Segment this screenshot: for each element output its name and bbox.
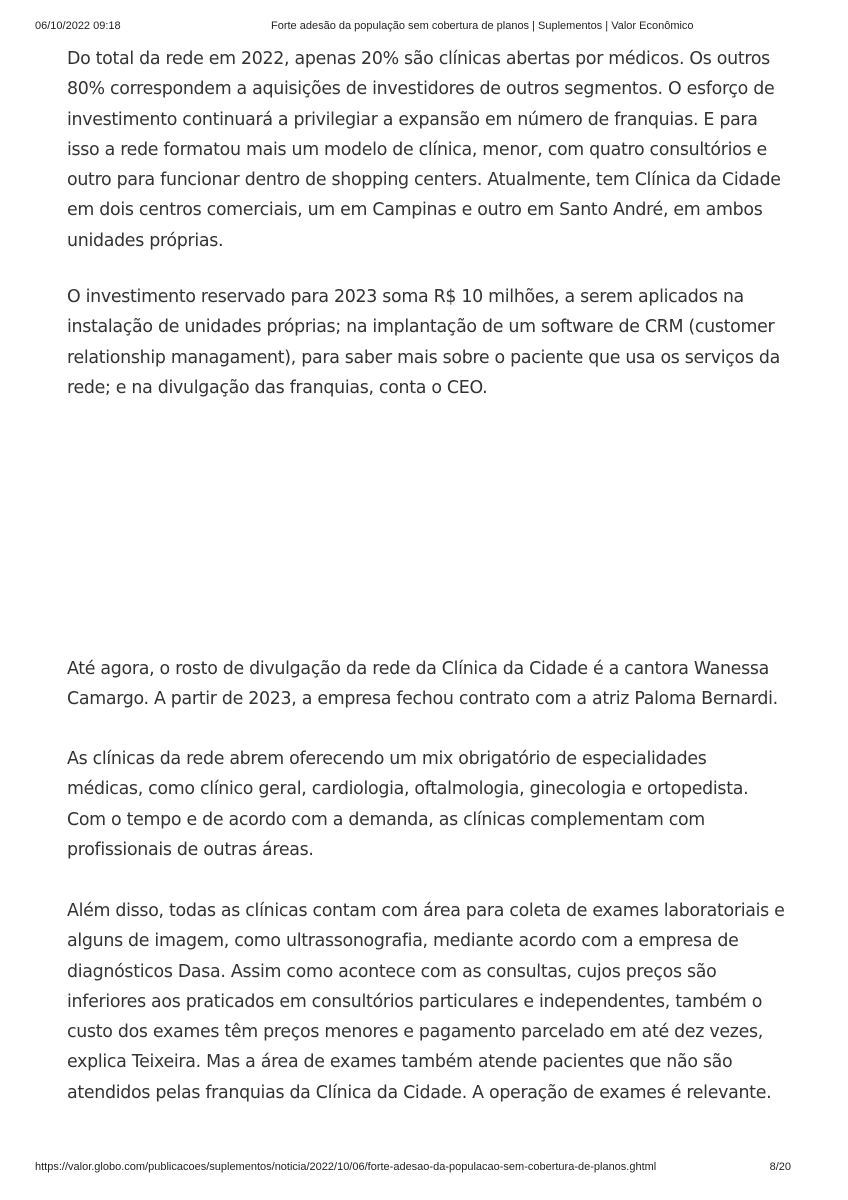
- paragraph: [67, 282, 783, 403]
- paragraph: [67, 896, 783, 1108]
- text-line: Além disso, todas as clínicas contam com área para coleta de exames laboratoriais e: [67, 901, 785, 921]
- paragraph: [67, 44, 783, 256]
- print-page-title: Forte adesão da população sem cobertura de planos | Suplementos | Valor Econômico: [271, 20, 694, 32]
- article-paragraph-4: [67, 744, 783, 865]
- text-line: alguns de imagem, como ultrassonografia, mediante acordo com a empresa de: [67, 931, 739, 952]
- text-line: explica Teixeira. Mas a área de exames também atende pacientes que não são: [67, 1052, 733, 1073]
- article-paragraph-2: [67, 282, 783, 403]
- text-line: unidades próprias.: [67, 230, 224, 251]
- text-line: Camargo. A partir de 2023, a empresa fechou contrato com a atriz Paloma Bernardi.: [67, 689, 778, 710]
- paragraph: [67, 744, 783, 865]
- text-line: rede; e na divulgação das franquias, conta o CEO.: [67, 377, 488, 398]
- text-line: instalação de unidades próprias; na implantação de um software de CRM (customer: [67, 317, 775, 338]
- text-line: atendidos pelas franquias da Clínica da Cidade. A operação de exames é relevante.: [67, 1082, 772, 1103]
- text-line: outro para funcionar dentro de shopping centers. Atualmente, tem Clínica da Cidade: [67, 170, 781, 191]
- text-line: isso a rede formatou mais um modelo de clínica, menor, com quatro consultórios e: [67, 139, 767, 160]
- text-line: Até agora, o rosto de divulgação da rede da Clínica da Cidade é a cantora Wanessa: [67, 659, 769, 679]
- print-footer: [35, 1161, 813, 1177]
- text-line: em dois centros comerciais, um em Campinas e outro em Santo André, em ambos: [67, 200, 763, 221]
- text-line: Com o tempo e de acordo com a demanda, as clínicas complementam com: [67, 809, 705, 830]
- article-paragraph-5: [67, 896, 783, 1108]
- text-line: 80% correspondem a aquisições de investidores de outros segmentos. O esforço de: [67, 79, 775, 100]
- text-line: custo dos exames têm preços menores e pagamento parcelado em até dez vezes,: [67, 1022, 763, 1043]
- text-line: inferiores aos praticados em consultórios particulares e independentes, também o: [67, 991, 763, 1012]
- text-line: relationship managament), para saber mais sobre o paciente que usa os serviços da: [67, 347, 780, 368]
- text-line: investimento continuará a privilegiar a expansão em número de franquias. E para: [67, 109, 758, 130]
- article-paragraph-1: [67, 44, 783, 256]
- text-line: diagnósticos Dasa. Assim como acontece com as consultas, cujos preços são: [67, 961, 717, 982]
- paragraph: [67, 654, 783, 715]
- text-line: médicas, como clínico geral, cardiologia, oftalmologia, ginecologia e ortopedista.: [67, 779, 749, 800]
- article-paragraph-3: [67, 654, 783, 715]
- text-line: O investimento reservado para 2023 soma R$ 10 milhões, a serem aplicados na: [67, 287, 744, 307]
- print-page-url: https://valor.globo.com/publicacoes/suplementos/noticia/2022/10/06/forte-adesao-da-populacao-sem-cobertura-de-planos.ghtml: [35, 1161, 657, 1173]
- print-header: [35, 20, 813, 36]
- text-line: profissionais de outras áreas.: [67, 839, 314, 860]
- page-number: 8/20: [769, 1161, 791, 1173]
- print-datetime: 06/10/2022 09:18: [35, 20, 121, 32]
- text-line: As clínicas da rede abrem oferecendo um mix obrigatório de especialidades: [67, 749, 707, 769]
- text-line: Do total da rede em 2022, apenas 20% são clínicas abertas por médicos. Os outros: [67, 49, 770, 69]
